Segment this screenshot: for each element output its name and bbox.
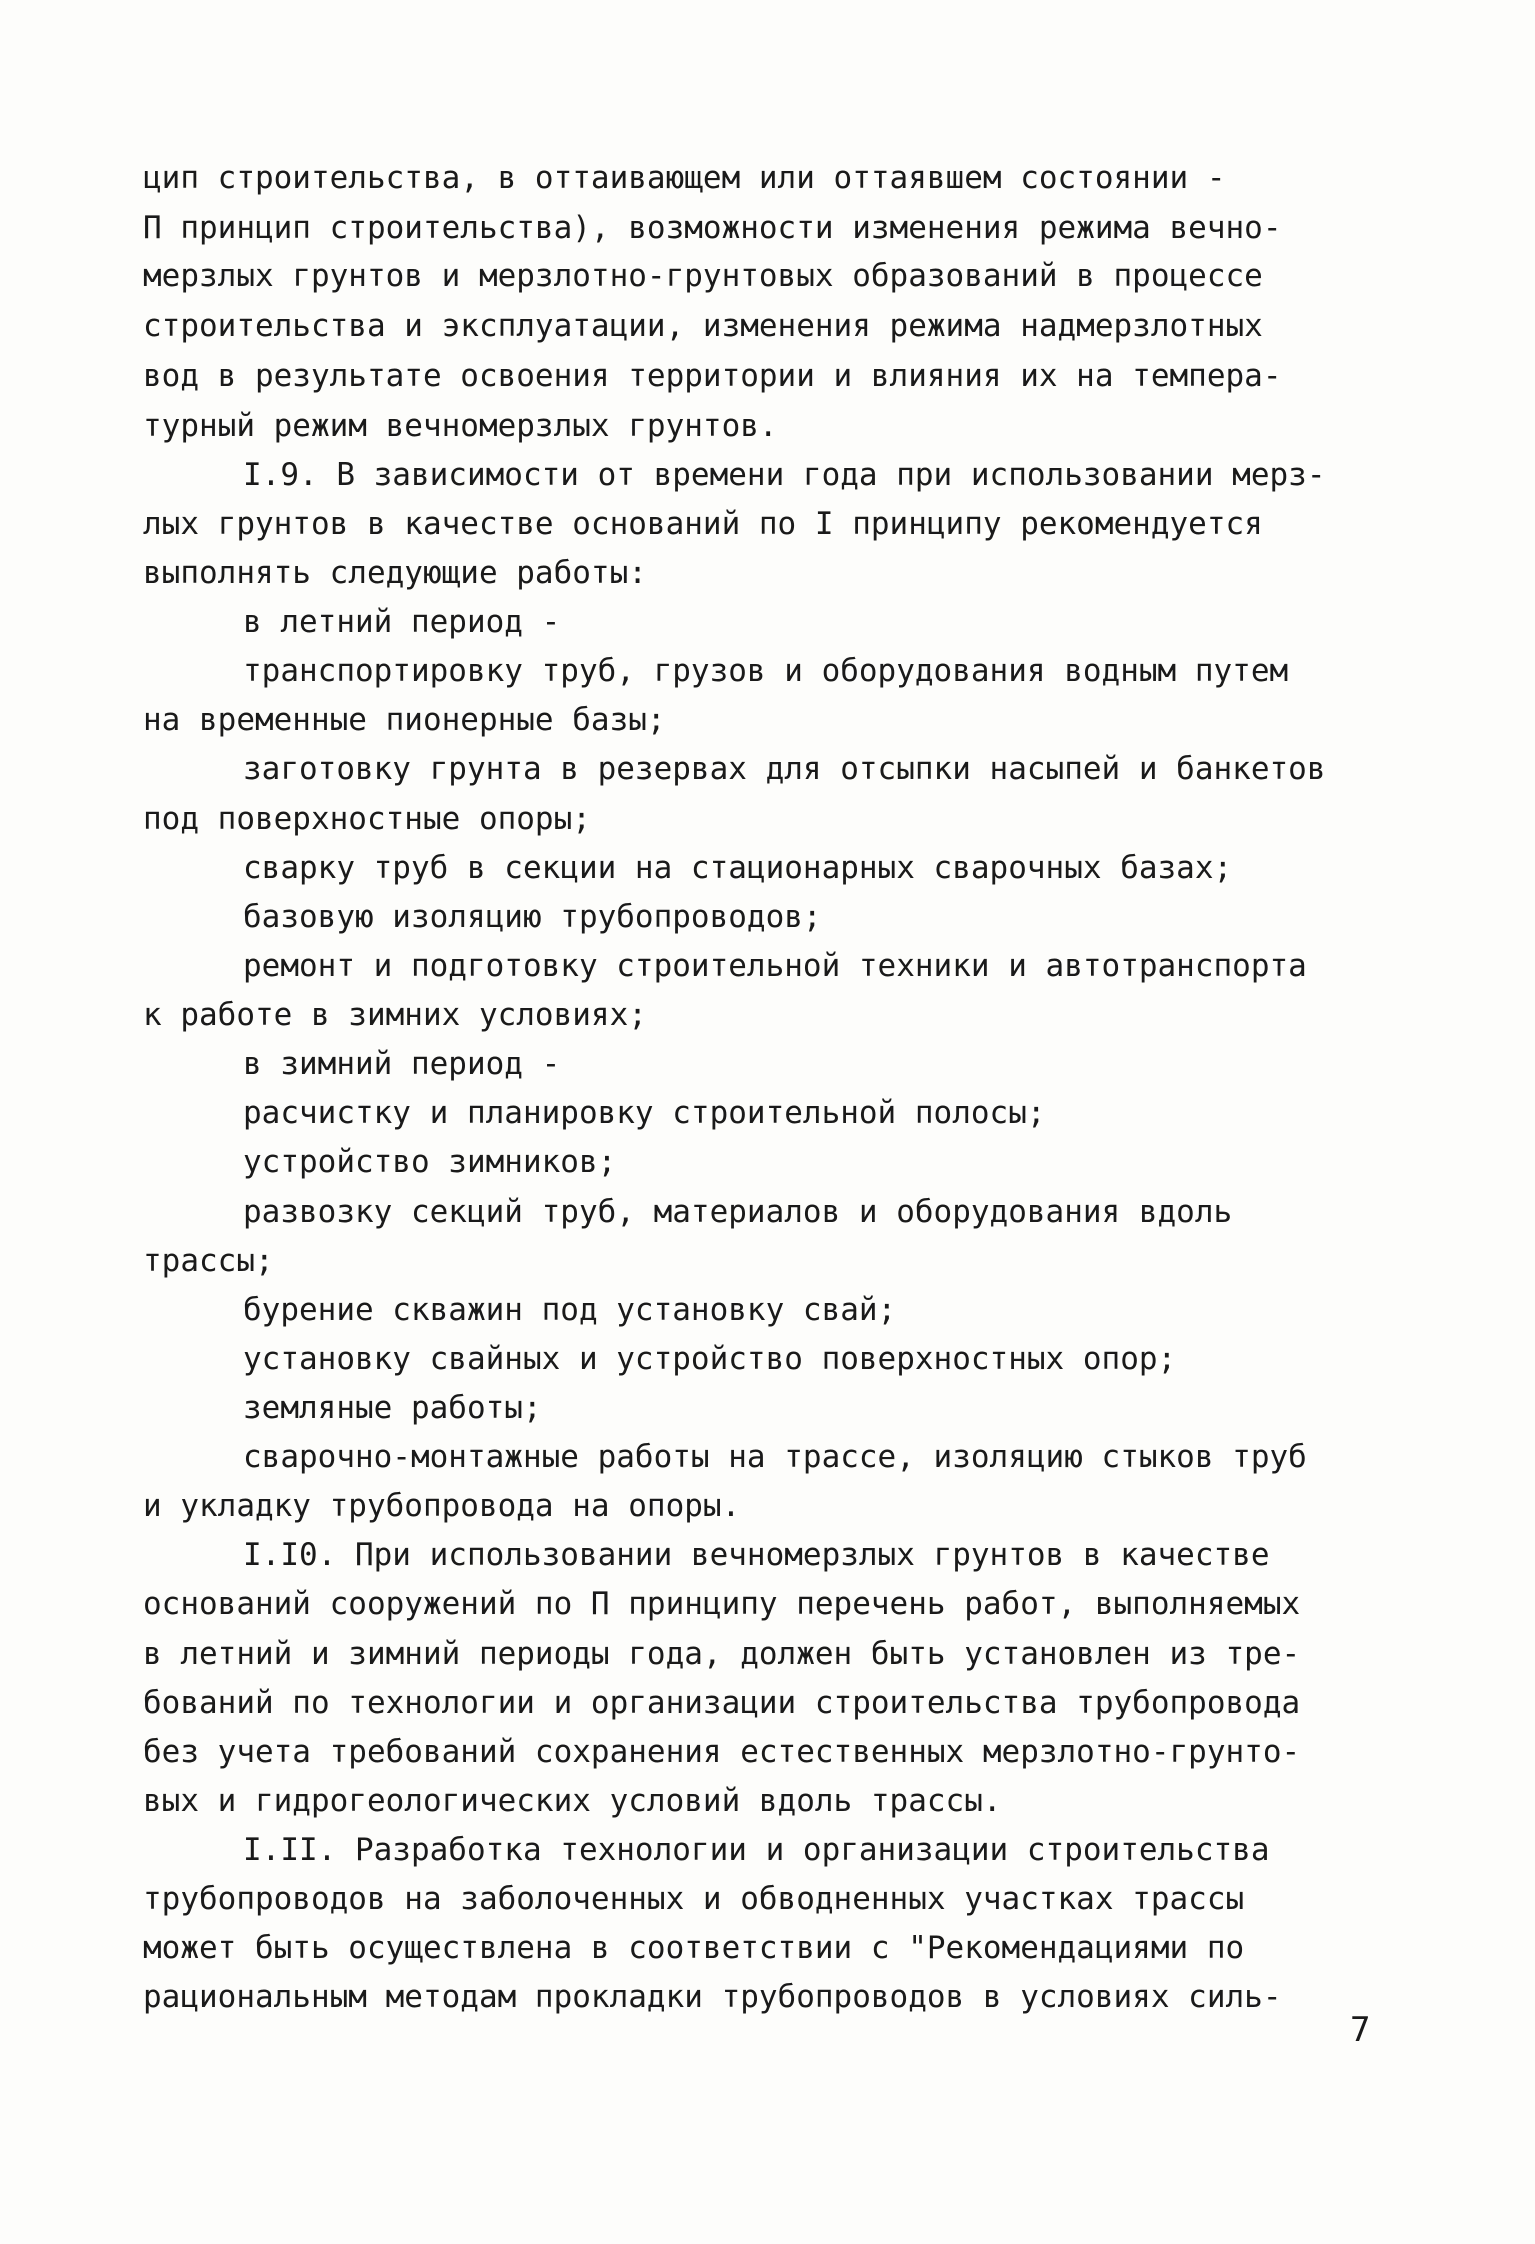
text-line: ремонт и подготовку строительной техники и автотранспорта — [243, 948, 1307, 984]
text-line: может быть осуществлена в соответствии с "Рекомендациями по — [143, 1930, 1245, 1966]
text-line: вод в результате освоения территории и влияния их на темпера- — [143, 358, 1282, 394]
text-line: в зимний период - — [243, 1046, 561, 1082]
text-line: выполнять следующие работы: — [143, 555, 647, 591]
text-line: к работе в зимних условиях; — [143, 997, 647, 1033]
page-number: 7 — [1350, 2010, 1371, 2050]
text-line: бурение скважин под установку свай; — [243, 1292, 897, 1328]
text-line: установку свайных и устройство поверхностных опор; — [243, 1341, 1177, 1377]
text-line: земляные работы; — [243, 1390, 542, 1426]
text-line: строительства и эксплуатации, изменения режима надмерзлотных — [143, 308, 1263, 344]
text-line: оснований сооружений по П принципу перечень работ, выполняемых — [143, 1586, 1301, 1622]
text-line: трассы; — [143, 1243, 274, 1279]
text-line: на временные пионерные базы; — [143, 702, 666, 738]
text-line: сварку труб в секции на стационарных сварочных базах; — [243, 850, 1233, 886]
text-line: и укладку трубопровода на опоры. — [143, 1488, 741, 1524]
text-line: расчистку и планировку строительной полосы; — [243, 1095, 1046, 1131]
text-line: мерзлых грунтов и мерзлотно-грунтовых образований в процессе — [143, 258, 1263, 294]
text-line: развозку секций труб, материалов и оборудования вдоль — [243, 1194, 1233, 1230]
text-line: базовую изоляцию трубопроводов; — [243, 899, 822, 935]
text-line: вых и гидрогеологических условий вдоль трассы. — [143, 1783, 1002, 1819]
text-line: лых грунтов в качестве оснований по I принципу рекомендуется — [143, 506, 1263, 542]
text-line: I.I0. При использовании вечномерзлых грунтов в качестве — [243, 1537, 1270, 1573]
text-line: устройство зимников; — [243, 1144, 617, 1180]
text-line: бований по технологии и организации строительства трубопровода — [143, 1685, 1301, 1721]
text-line: заготовку грунта в резервах для отсыпки насыпей и банкетов — [243, 751, 1326, 787]
text-line: без учета требований сохранения естественных мерзлотно-грунто- — [143, 1734, 1301, 1770]
text-line: турный режим вечномерзлых грунтов. — [143, 408, 778, 444]
text-line: рациональным методам прокладки трубопроводов в условиях силь- — [143, 1979, 1282, 2015]
text-line: в летний период - — [243, 604, 561, 640]
text-line: сварочно-монтажные работы на трассе, изоляцию стыков труб — [243, 1439, 1307, 1475]
text-line: под поверхностные опоры; — [143, 801, 591, 837]
text-line: цип строительства, в оттаивающем или оттаявшем состоянии - — [143, 160, 1226, 196]
text-line: I.II. Разработка технологии и организации строительства — [243, 1832, 1270, 1868]
text-line: в летний и зимний периоды года, должен быть установлен из тре- — [143, 1636, 1301, 1672]
text-line: трубопроводов на заболоченных и обводненных участках трассы — [143, 1881, 1245, 1917]
text-line: П принцип строительства), возможности изменения режима вечно- — [143, 210, 1282, 246]
text-line: транспортировку труб, грузов и оборудования водным путем — [243, 653, 1289, 689]
text-line: I.9. В зависимости от времени года при использовании мерз- — [243, 457, 1326, 493]
